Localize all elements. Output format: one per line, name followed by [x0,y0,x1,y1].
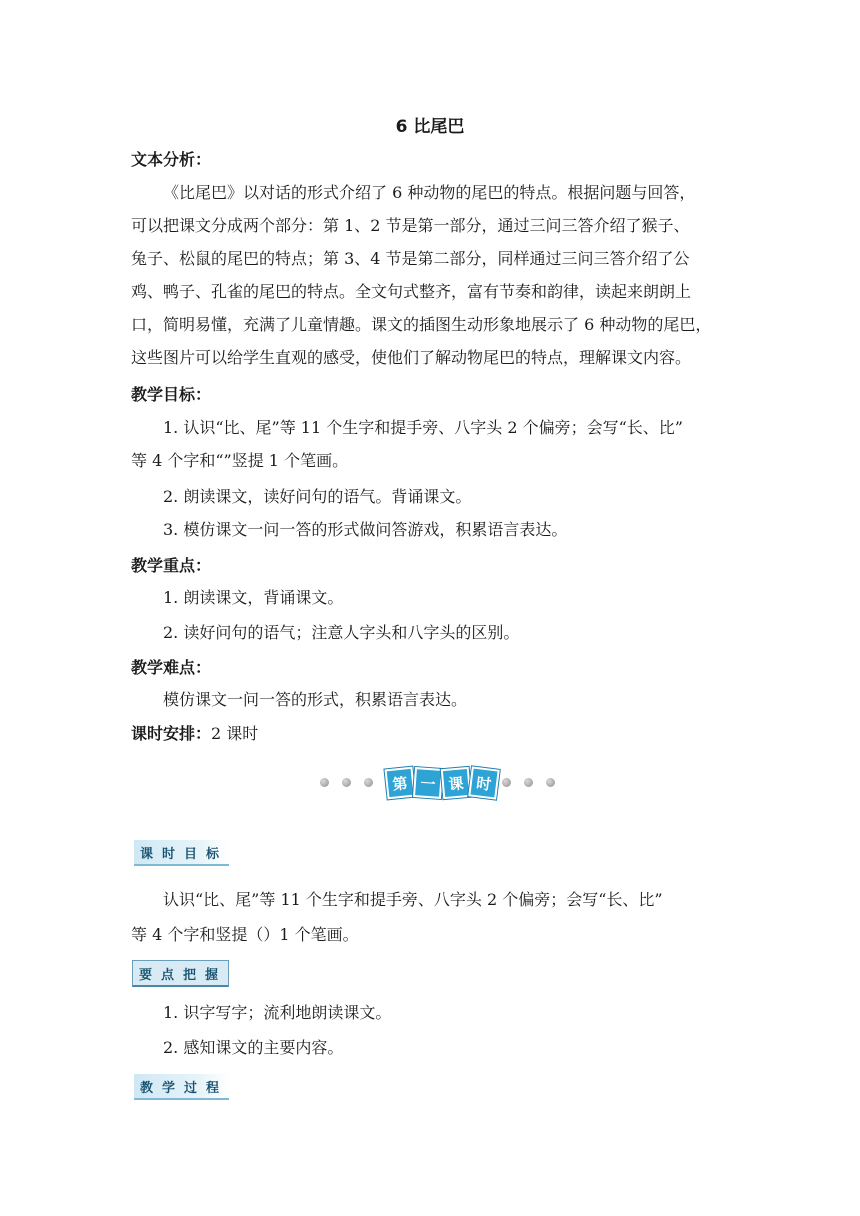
schedule-label: 课时安排： [131,724,212,743]
teaching-goal-item: 2. 朗读课文，读好问句的语气。背诵课文。 [163,487,472,506]
lesson-badge-char: 时 [468,766,499,799]
divider-dot [502,778,511,787]
document-title: 6 比尾巴 [395,117,465,137]
text-analysis-heading: 文本分析： [131,150,212,169]
text-analysis-line: 《比尾巴》以对话的形式介绍了 6 种动物的尾巴的特点。根据问题与回答， [163,183,696,202]
text-analysis-line: 这些图片可以给学生直观的感受，使他们了解动物尾巴的特点，理解课文内容。 [131,348,692,367]
tag-char: 学 [162,1080,176,1096]
lesson-badge [386,766,496,798]
difficulties-heading: 教学难点： [131,658,212,677]
teaching-goal-item: 1. 认识“比、尾”等 11 个生字和提手旁、八字头 2 个偏旁；会写“长、比” [163,418,683,437]
lesson-objective-line: 等 4 个字和竖提（）1 个笔画。 [131,925,359,944]
key-point-item: 2. 读好问句的语气；注意人字头和八字头的区别。 [163,623,520,642]
schedule-heading [131,721,258,744]
divider-dot [320,778,329,787]
tag-char: 教 [140,1080,154,1096]
tag-char: 点 [161,967,175,983]
teaching-process-tag [134,1074,229,1100]
divider-dot [342,778,351,787]
divider-dot [546,778,555,787]
lesson-divider [318,766,558,798]
lesson-objective-line: 认识“比、尾”等 11 个生字和提手旁、八字头 2 个偏旁；会写“长、比” [163,890,663,909]
tag-char: 握 [205,967,219,983]
tag-char: 过 [184,1080,198,1096]
tag-char: 时 [162,846,176,862]
tag-char: 目 [184,846,198,862]
divider-dot [364,778,373,787]
lesson-objectives-tag [134,840,229,866]
key-grasp-item: 1. 识字写字；流利地朗读课文。 [163,1003,392,1022]
schedule-value: 2 课时 [211,724,259,743]
tag-char: 要 [139,967,153,983]
teaching-goal-item: 等 4 个字和“”竖提 1 个笔画。 [131,451,349,470]
text-analysis-line: 可以把课文分成两个部分：第 1、2 节是第一部分，通过三问三答介绍了猴子、 [131,216,690,235]
text-analysis-line: 口，简明易懂，充满了儿童情趣。课文的插图生动形象地展示了 6 种动物的尾巴， [131,315,712,334]
tag-char: 课 [140,846,154,862]
lesson-badge-char: 一 [413,767,443,799]
text-analysis-line: 兔子、松鼠的尾巴的特点；第 3、4 节是第二部分，同样通过三问三答介绍了公 [131,249,690,268]
divider-dot [524,778,533,787]
key-grasp-tag [132,960,229,987]
tag-char: 程 [206,1080,220,1096]
text-analysis-line: 鸡、鸭子、孔雀的尾巴的特点。全文句式整齐，富有节奏和韵律，读起来朗朗上 [131,282,692,301]
lesson-badge-char: 第 [385,767,416,800]
tag-char: 把 [183,967,197,983]
teaching-goal-item: 3. 模仿课文一问一答的形式做问答游戏，积累语言表达。 [163,520,568,539]
key-grasp-item: 2. 感知课文的主要内容。 [163,1038,344,1057]
key-point-item: 1. 朗读课文，背诵课文。 [163,588,344,607]
tag-char: 标 [206,846,220,862]
difficulty-item: 模仿课文一问一答的形式，积累语言表达。 [163,690,468,709]
key-points-heading: 教学重点： [131,556,212,575]
lesson-badge-char: 课 [441,767,472,799]
teaching-goals-heading: 教学目标： [131,385,212,404]
